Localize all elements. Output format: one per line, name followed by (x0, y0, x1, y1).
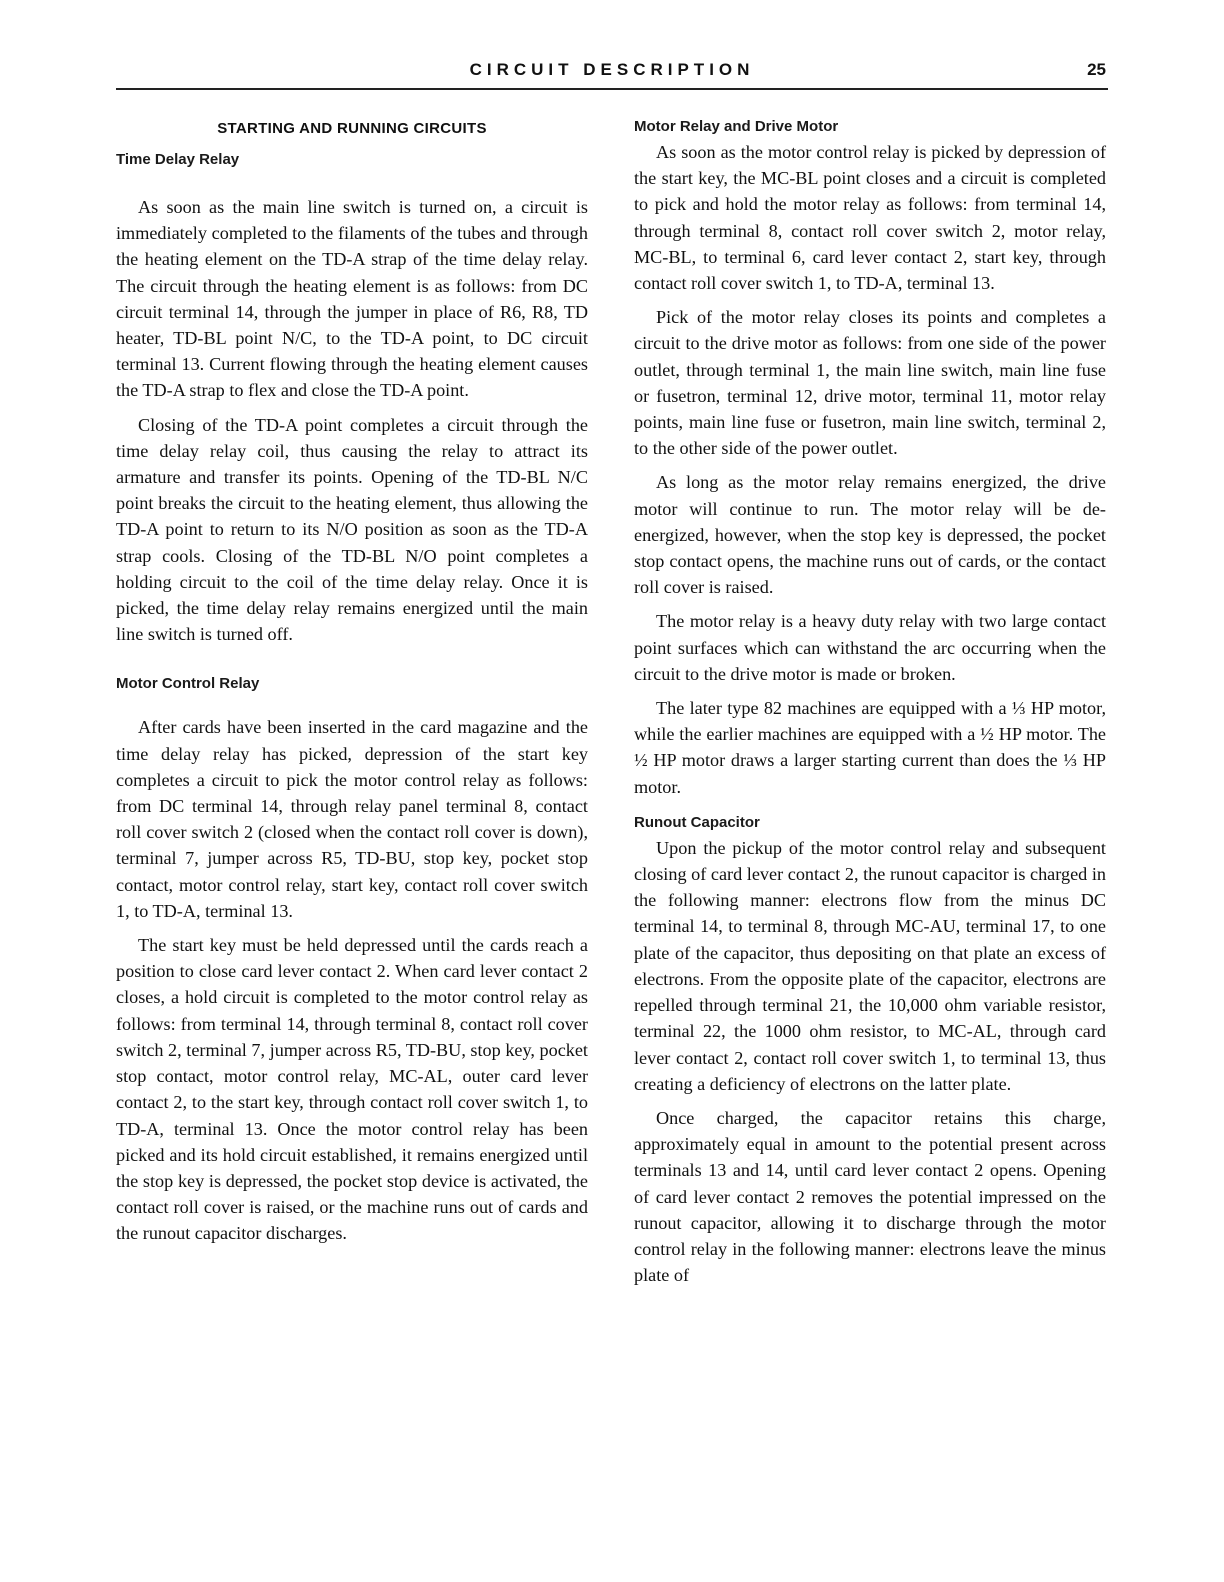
paragraph: The start key must be held depressed until the cards reach a position to close card lever contact 2. When card lever contact 2 closes, a hold circuit is completed to the motor control relay as follows: from terminal 14, through terminal 8, contact roll cover switch 2, terminal 7, jumper across R5, TD-BU, stop key, pocket stop contact, motor control relay, MC-AL, outer card lever contact 2, to the start key, through contact roll cover switch 1, to TD-A, terminal 13. Once the motor control relay has been picked and its hold circuit established, it remains energized until the stop key is depressed, the pocket stop device is activated, the contact roll cover is raised, or the machine runs out of cards and the runout capacitor discharges. (116, 935, 588, 1244)
paragraph: As long as the motor relay remains energized, the drive motor will continue to run. The motor relay will be de-energized, however, when the stop key is depressed, the pocket stop contact opens, the machine runs out of cards, or the contact roll cover is raised. (634, 472, 1106, 598)
paragraph: After cards have been inserted in the card magazine and the time delay relay has picked, depression of the start key completes a circuit to pick the motor control relay as follows: from DC terminal 14, through relay panel terminal 8, contact roll cover switch 2 (closed when the contact roll cover is down), terminal 7, jumper across R5, TD-BU, stop key, pocket stop contact, motor control relay, start key, contact roll cover switch 1, to TD-A, terminal 13. (116, 717, 588, 921)
subheading-runout-capacitor: Runout Capacitor (634, 813, 760, 831)
subheading-time-delay-relay: Time Delay Relay (116, 151, 240, 168)
paragraph: Pick of the motor relay closes its points and completes a circuit to the drive motor as follows: from one side of the power outlet, through terminal 1, the main line switch, main line fuse or fusetron, terminal 12, drive motor, terminal 11, motor relay points, main line fuse or fusetron, main line switch, terminal 2, to the other side of the power outlet. (634, 307, 1106, 459)
paragraph: Upon the pickup of the motor control relay and subsequent closing of card lever contact 2, the runout capacitor is charged in the following manner: electrons flow from the minus DC terminal 14, to terminal 8, through MC-AU, terminal 17, to one plate of the capacitor, thus depositing on that plate an excess of electrons. From the opposite plate of the capacitor, electrons are repelled through terminal 21, the 10,000 ohm variable resistor, terminal 22, the 1000 ohm resistor, to MC-AL, through card lever contact 2, contact roll cover switch 1, to terminal 13, thus creating a deficiency of electrons on the latter plate. (634, 837, 1106, 1094)
paragraph: Closing of the TD-A point completes a circuit through the time delay relay coil, thus causing the relay to attract its armature and transfer its points. Opening of the TD-BL N/C point breaks the circuit to the heating element, thus allowing the TD-A point to return to its N/O position as soon as the TD-A strap cools. Closing of the TD-BL N/O point completes a holding circuit to the coil of the time delay relay. Once it is picked, the time delay relay remains energized until the main line switch is turned off. (116, 414, 588, 645)
page-number: 25 (1087, 60, 1106, 79)
left-column (116, 118, 588, 1255)
paragraph: Once charged, the capacitor retains this charge, approximately equal in amount to the potential present across terminals 13 and 14, until card lever contact 2 opens. Opening of card lever contact 2 removes the potential impressed on the runout capacitor, allowing it to discharge through the motor control relay in the following manner: electrons leave the minus plate of (634, 1107, 1106, 1286)
subheading-motor-relay-drive-motor: Motor Relay and Drive Motor (634, 118, 839, 135)
header-title: CIRCUIT DESCRIPTION (469, 60, 755, 79)
running-header (116, 58, 1108, 90)
section-title: STARTING AND RUNNING CIRCUITS (217, 120, 487, 137)
right-column (634, 118, 1106, 1296)
paragraph: The later type 82 machines are equipped with a ⅓ HP motor, while the earlier machines are equipped with a ½ HP motor. The ½ HP motor draws a larger starting current than does the ⅓ HP motor. (634, 698, 1106, 797)
paragraph: The motor relay is a heavy duty relay with two large contact point surfaces which can withstand the arc occurring when the circuit to the drive motor is made or broken. (634, 611, 1106, 684)
paragraph: As soon as the main line switch is turned on, a circuit is immediately completed to the filaments of the tubes and through the heating element on the TD-A strap of the time delay relay. The circuit through the heating element is as follows: from DC circuit terminal 14, through the jumper in place of R6, R8, TD heater, TD-BL point N/C, to the TD-A point, to DC circuit terminal 13. Current flowing through the heating element causes the TD-A strap to flex and close the TD-A point. (116, 197, 588, 401)
paragraph: As soon as the motor control relay is picked by depression of the start key, the MC-BL point closes and a circuit is completed to pick and hold the motor relay as follows: from terminal 14, through terminal 8, contact roll cover switch 2, motor relay, MC-BL, to terminal 6, card lever contact 2, start key, through contact roll cover switch 1, to TD-A, terminal 13. (634, 142, 1106, 294)
subheading-motor-control-relay: Motor Control Relay (116, 675, 260, 693)
